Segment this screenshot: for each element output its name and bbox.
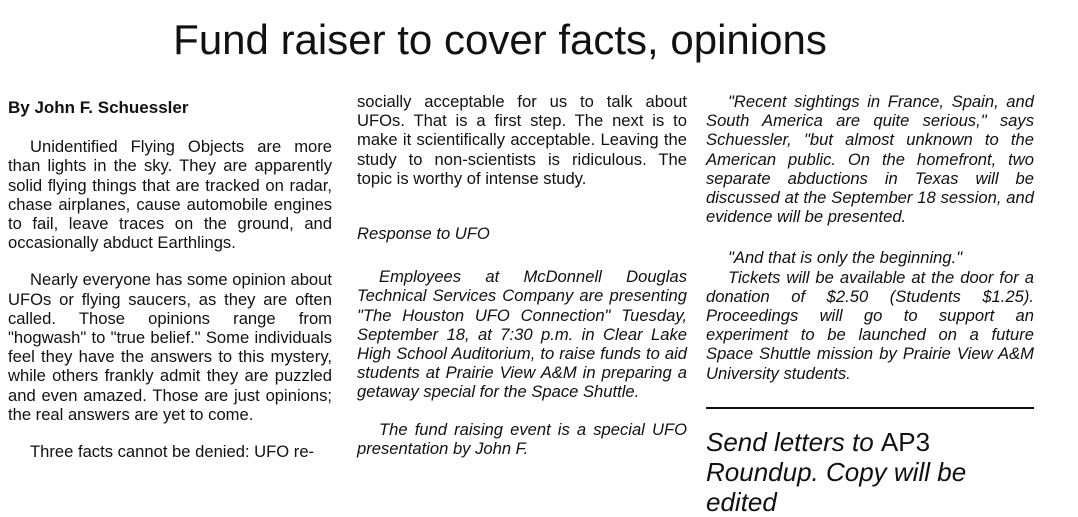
article-paragraph: Unidentified Flying Objects are more than lights in the sky. They are apparently solid flying things that are tracked on radar, chase airplanes, cause automobile engines to fail, leave traces on the ground, and occasionally abduct Earthlings. [8,137,332,253]
letters-brand: AP3 [880,426,931,457]
subheading: Response to UFO [357,224,490,244]
byline: By John F. Schuessler [8,98,189,117]
article-paragraph: Employees at McDonnell Douglas Technical Services Company are presenting "The Houston UFO Connection" Tuesday, September 18, at 7:30 p.m. in Clear Lake High School Auditorium, to raise funds to aid students at Prairie View A&M in preparing a getaway special for the Space Shuttle. [357,267,687,402]
column-2 [357,92,687,476]
letters-text: Send letters to [706,426,881,457]
divider-rule [706,407,1034,409]
letters-text: Roundup. Copy will be edited [706,456,967,517]
tickets-paragraph: Tickets will be available at the door for a donation of $2.50 (Students $1.25). Proceedings will go to support an experiment to be launched on a future Space Shuttle mission by Prairie View A&M University students. [706,267,1034,383]
headline: Fund raiser to cover facts, opinions [173,16,827,63]
column-3 [706,92,1034,517]
letters-notice [706,427,1034,517]
article-paragraph: Nearly everyone has some opinion about UFOs or flying saucers, as they are often called. Those opinions range from "hogwash" to "true belief." Some individuals feel they have the answers to this mystery, while others frankly admit they are puzzled and even amazed. Those are just opinions; the real answers are yet to come. [8,270,332,424]
article-paragraph: socially acceptable for us to talk about UFOs. That is a first step. The next is to make it scientifically acceptable. Leaving the study to non-scientists is ridiculous. The topic is worthy of intense study. [357,92,687,188]
article-paragraph: The fund raising event is a special UFO presentation by John F. [357,419,687,458]
quote-paragraph: "And that is only the beginning." [728,248,963,268]
article-paragraph: Three facts cannot be denied: UFO re- [30,442,315,462]
column-1 [8,92,332,479]
quote-paragraph: "Recent sightings in France, Spain, and South America are quite serious," says Schuessler, "but almost unknown to the American public. On the homefront, two separate abductions in Texas will be discussed at the September 18 session, and evidence will be presented. [706,92,1034,227]
